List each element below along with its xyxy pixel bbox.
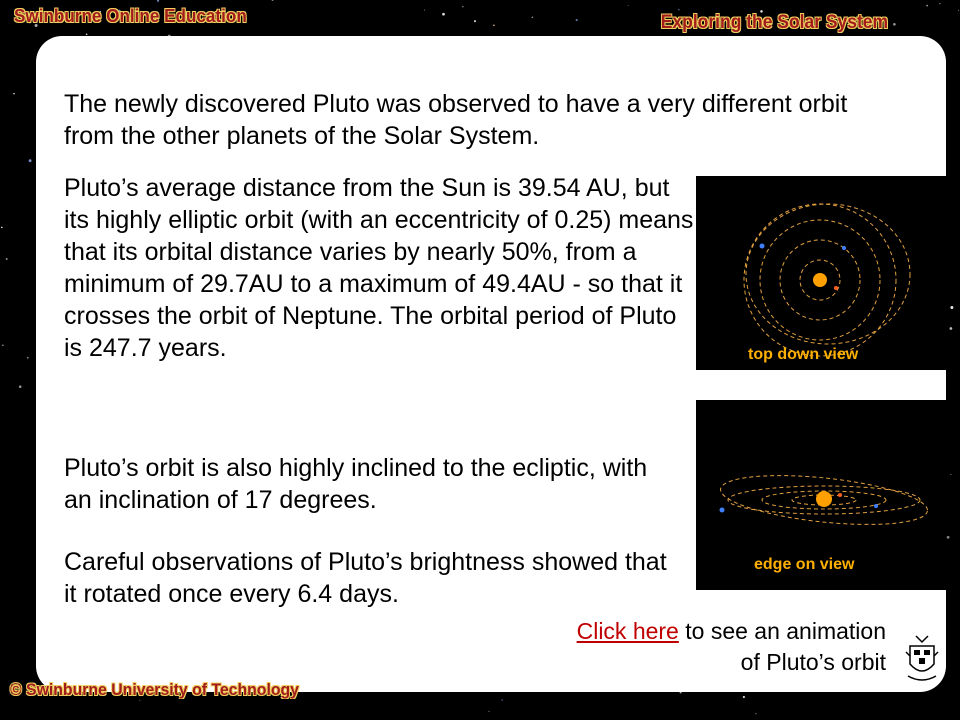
edge-on-view-figure (696, 400, 946, 590)
star (950, 306, 953, 309)
star (86, 33, 88, 35)
star (27, 357, 29, 359)
star (893, 23, 896, 26)
star (1, 227, 3, 229)
star (678, 9, 679, 10)
planet-dot (842, 246, 846, 250)
star (926, 5, 928, 7)
top-down-view-label: top down view (748, 346, 859, 363)
star (13, 93, 15, 95)
star (628, 5, 629, 6)
star (743, 696, 745, 698)
star (19, 385, 22, 388)
star (157, 0, 159, 2)
animation-link-description: to see an animation of Pluto’s orbit (678, 618, 886, 675)
planet-dot (720, 508, 725, 513)
planet-dot (834, 286, 838, 290)
click-here-link[interactable]: Click here (576, 618, 679, 644)
star (755, 713, 756, 714)
star (6, 258, 8, 260)
star (501, 699, 502, 700)
star (493, 24, 495, 26)
planet-dot (760, 244, 765, 249)
sun-icon (816, 491, 832, 507)
edge-on-view-label: edge on view (754, 556, 855, 573)
star (489, 711, 490, 712)
star (442, 13, 445, 16)
star (950, 474, 951, 475)
star (958, 10, 959, 11)
intro-paragraph: The newly discovered Pluto was observed to have a very different orbit from the other planets of the Solar System. (64, 90, 848, 150)
animation-link-text (566, 616, 886, 678)
orbit-paragraph: Pluto’s average distance from the Sun is 39.54 AU, but its highly elliptic orbit (with an eccentricity of 0.25) means that its orbital distance varies by nearly 50%, from a minimum of 29.7AU to a maximum of 49.4AU - so that it crosses the orbit of Neptune. The orbital period of Pluto is 247.7 years. (64, 174, 694, 362)
top-down-view-figure (696, 176, 946, 370)
header-org-title: Swinburne Online Education (14, 6, 247, 26)
sun-icon (813, 273, 827, 287)
star (576, 19, 578, 21)
star (532, 17, 534, 19)
footer-copyright: © Swinburne University of Technology (10, 680, 299, 699)
planet-dot (838, 493, 842, 497)
star (29, 159, 32, 162)
star (950, 327, 953, 330)
star (424, 10, 425, 11)
pluto-orbit-ring (746, 204, 910, 344)
star (272, 0, 274, 1)
header-course-title: Exploring the Solar System (660, 12, 888, 33)
planet-dot (874, 504, 878, 508)
star (462, 6, 463, 7)
inclination-paragraph: Pluto’s orbit is also highly inclined to the ecliptic, with an inclination of 17 degrees. (64, 454, 648, 514)
star (947, 536, 950, 539)
top-down-orbit-diagram (696, 176, 946, 370)
rotation-paragraph: Careful observations of Pluto’s brightness showed that it rotated once every 6.4 days. (64, 548, 667, 608)
star (939, 3, 940, 4)
star (474, 20, 476, 22)
star (2, 344, 4, 346)
university-crest-icon (902, 632, 942, 686)
